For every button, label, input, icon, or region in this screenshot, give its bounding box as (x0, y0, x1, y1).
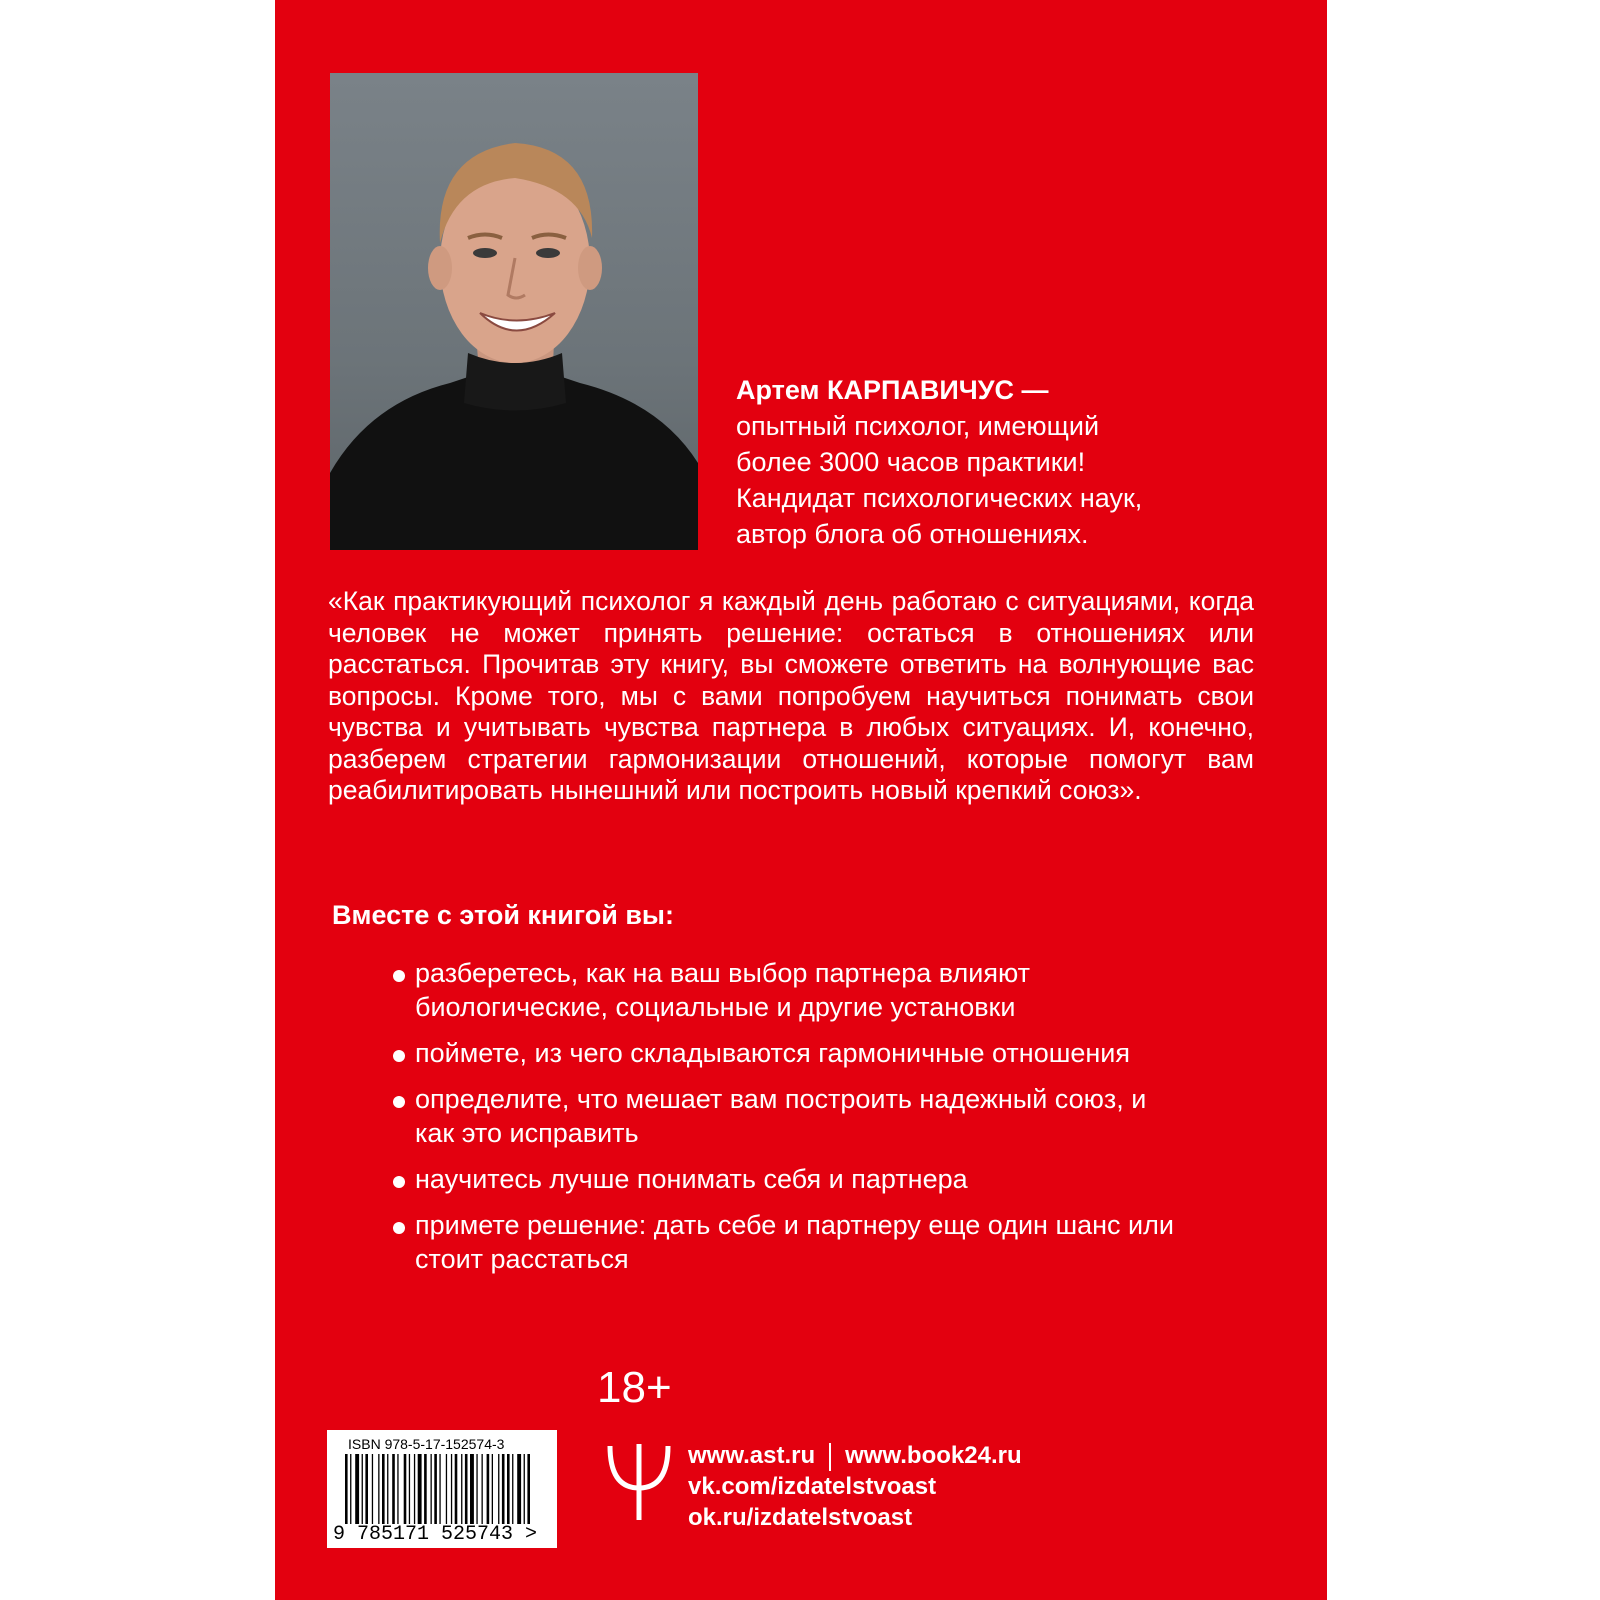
bullet-icon (393, 1096, 405, 1108)
link-divider (829, 1443, 831, 1471)
author-bio-line: опытный психолог, имеющий (736, 411, 1100, 441)
author-bio-line: более 3000 часов практики! (736, 447, 1086, 477)
bullet-icon (393, 1176, 405, 1188)
list-item (393, 1208, 1193, 1276)
author-bio-line: автор блога об отношениях. (736, 519, 1089, 549)
list-item-text: поймете, из чего складываются гармоничные отношения (415, 1038, 1131, 1068)
link-book24[interactable]: www.book24.ru (845, 1442, 1022, 1469)
author-photo (330, 73, 698, 550)
barcode-digits: 9 785171 525743 > (333, 1523, 538, 1546)
author-name: Артем КАРПАВИЧУС — (736, 375, 1049, 405)
bullet-icon (393, 1222, 405, 1234)
barcode (327, 1430, 557, 1548)
author-bio-line: Кандидат психологических наук, (736, 483, 1143, 513)
list-item (393, 1036, 1193, 1070)
author-bio (736, 372, 1256, 552)
age-rating: 18+ (597, 1363, 672, 1412)
link-vk[interactable]: vk.com/izdatelstvoast (688, 1473, 937, 1500)
list-item (393, 1082, 1193, 1150)
barcode-bars-icon (345, 1454, 545, 1524)
list-item-text: научитесь лучше понимать себя и партнера (415, 1164, 968, 1194)
list-item (393, 1162, 1193, 1196)
link-ok[interactable]: ok.ru/izdatelstvoast (688, 1504, 913, 1531)
link-ast[interactable]: www.ast.ru (688, 1442, 816, 1469)
benefits-title: Вместе с этой книгой вы: (332, 900, 674, 930)
publisher-psi-logo-icon (606, 1440, 672, 1522)
author-portrait-illustration (330, 73, 698, 550)
list-item-text: разберетесь, как на ваш выбор партнера влияют биологические, социальные и другие установки (415, 958, 1030, 1022)
bullet-icon (393, 970, 405, 982)
book-back-cover (275, 0, 1327, 1600)
bullet-icon (393, 1050, 405, 1062)
list-item-text: определите, что мешает вам построить надежный союз, и как это исправить (415, 1084, 1147, 1148)
benefits-list (393, 956, 1193, 1288)
isbn-label: ISBN 978-5-17-152574-3 (348, 1436, 505, 1452)
list-item-text: примете решение: дать себе и партнеру еще один шанс или стоит расстаться (415, 1210, 1174, 1274)
author-quote: «Как практикующий психолог я каждый день работаю с ситуациями, когда человек не может принять решение: остаться в отношениях или расстаться. Прочитав эту книгу, вы сможете ответить на волнующие вас вопросы. Кроме того, мы с вами попробуем научиться понимать свои чувства и учитывать чувства партнера в любых ситуациях. И, конечно, разберем стратегии гармонизации отношений, которые помогут вам реабилитировать нынешний или построить новый крепкий союз». (328, 586, 1254, 805)
publisher-links (688, 1440, 1022, 1533)
list-item (393, 956, 1193, 1024)
